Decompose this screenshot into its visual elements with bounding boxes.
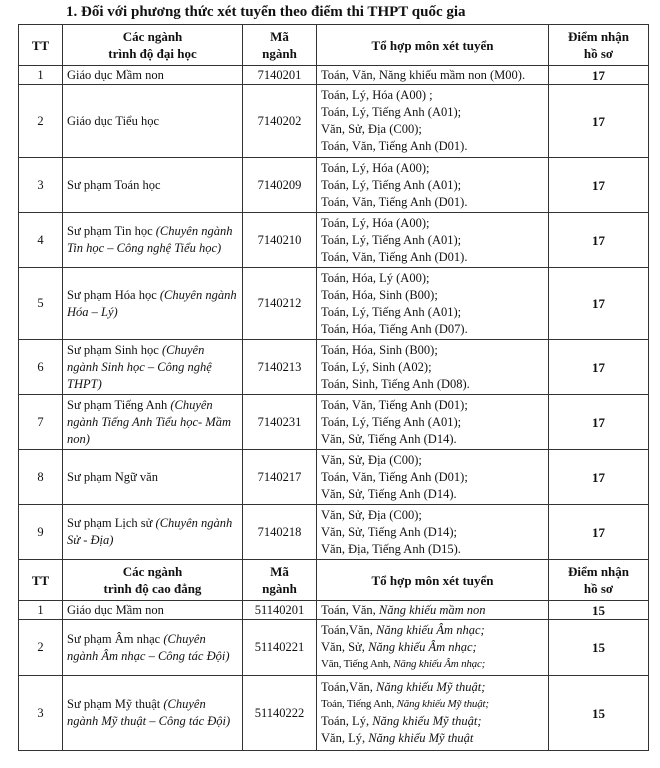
- college-header-row: [19, 560, 649, 601]
- row-combos: [317, 66, 549, 85]
- combo-line: Văn, Sử, Địa (C00);: [321, 122, 422, 136]
- row-combos: [317, 450, 549, 505]
- row-tt: 3: [19, 158, 63, 213]
- table-row: [19, 450, 649, 505]
- major-specialization: (Chuyên ngành Tin học – Công nghệ Tiểu học): [67, 224, 233, 255]
- combo-line: Toán, Hóa, Sinh (B00);: [321, 342, 438, 357]
- header-combos: [317, 560, 549, 601]
- row-score: 17: [549, 268, 649, 340]
- major-name: Sư phạm Sinh học: [67, 342, 159, 357]
- header-tt: TT: [19, 25, 63, 66]
- combo-line: Toán, Hóa, Tiếng Anh (D07).: [321, 321, 468, 336]
- row-major: [63, 395, 243, 450]
- row-score: 15: [549, 620, 649, 676]
- header-combos-text: Tổ hợp môn xét tuyển: [371, 572, 494, 588]
- header-code: [243, 560, 317, 601]
- row-major: [63, 66, 243, 85]
- row-combos: [317, 620, 549, 676]
- table-row: [19, 395, 649, 450]
- row-major: [63, 158, 243, 213]
- combo-line: Toán, Văn, Năng khiếu mầm non (M00).: [321, 67, 526, 82]
- row-major: [63, 450, 243, 505]
- header-major-text: Các ngành: [122, 564, 183, 579]
- combo-line: Toán, Lý, Hóa (A00);: [321, 160, 430, 175]
- major-name: Sư phạm Tiếng Anh: [67, 397, 168, 412]
- row-tt: 5: [19, 268, 63, 340]
- major-specialization: (Chuyên ngành Hóa – Lý): [67, 287, 237, 319]
- admission-table: [18, 24, 649, 751]
- row-tt: 1: [19, 601, 63, 620]
- row-tt: 3: [19, 676, 63, 751]
- row-major: [63, 340, 243, 395]
- row-major: [63, 85, 243, 158]
- major-name: Sư phạm Ngữ văn: [67, 469, 158, 484]
- combo-aptitude: Năng khiếu Mỹ thuật;: [376, 680, 486, 694]
- row-code: 7140209: [243, 158, 317, 213]
- row-tt: 7: [19, 395, 63, 450]
- major-name: Sư phạm Hóa học: [67, 287, 157, 302]
- combo-aptitude: Năng khiếu Mỹ thuật: [368, 731, 474, 745]
- row-combos: [317, 158, 549, 213]
- row-code: 7140201: [243, 66, 317, 85]
- table-row: [19, 85, 649, 158]
- combo-line: Văn, Sử, Năng khiếu Âm nhạc;: [321, 640, 477, 654]
- row-score: 17: [549, 213, 649, 268]
- combo-line: Toán, Sinh, Tiếng Anh (D08).: [321, 376, 470, 391]
- table-row: [19, 340, 649, 395]
- row-tt: 2: [19, 620, 63, 676]
- combo-line: Toán, Tiếng Anh, Năng khiếu Mỹ thuật;: [321, 698, 489, 710]
- combo-line: Văn, Tiếng Anh, Năng khiếu Âm nhạc;: [321, 658, 486, 670]
- row-code: 7140231: [243, 395, 317, 450]
- header-score-text: hồ sơ: [583, 581, 614, 596]
- combo-line: Toán, Lý, Tiếng Anh (A01);: [321, 304, 462, 319]
- row-score: 15: [549, 601, 649, 620]
- combo-aptitude: Năng khiếu Âm nhạc;: [376, 623, 485, 637]
- header-combos: Tổ hợp môn xét tuyển: [317, 25, 549, 66]
- combo-line: Văn, Sử, Tiếng Anh (D14);: [321, 524, 457, 539]
- row-code: 7140202: [243, 85, 317, 158]
- major-name: Sư phạm Lịch sử: [67, 516, 153, 530]
- combo-line: Văn, Lý, Năng khiếu Mỹ thuật: [321, 731, 474, 745]
- table-row: [19, 676, 649, 751]
- major-name: Giáo dục Mầm non: [67, 67, 164, 82]
- row-score: 17: [549, 66, 649, 85]
- table-row: [19, 158, 649, 213]
- row-combos: [317, 395, 549, 450]
- row-code: 7140213: [243, 340, 317, 395]
- header-major: [63, 560, 243, 601]
- major-specialization: (Chuyên ngành Âm nhạc – Công tác Đội): [67, 631, 230, 663]
- combo-line: Toán, Hóa, Lý (A00);: [321, 270, 430, 285]
- row-tt: 2: [19, 85, 63, 158]
- table-row: [19, 213, 649, 268]
- combo-line: Văn, Sử, Địa (C00);: [321, 507, 422, 522]
- row-score: 15: [549, 676, 649, 751]
- section-heading: 1. Đối với phương thức xét tuyển theo điểm thi THPT quốc gia: [66, 4, 466, 20]
- major-name: Sư phạm Âm nhạc: [67, 631, 161, 646]
- combo-line: Toán, Lý, Năng khiếu Mỹ thuật;: [321, 714, 482, 728]
- header-code-text: Mã: [270, 564, 289, 579]
- row-code: 51140221: [243, 620, 317, 676]
- header-code-text: ngành: [262, 581, 297, 596]
- row-combos: [317, 340, 549, 395]
- university-header-row: [19, 25, 649, 66]
- major-specialization: (Chuyên ngành Tiếng Anh Tiểu học- Mầm non): [67, 397, 232, 446]
- table-row: [19, 268, 649, 340]
- major-name: Sư phạm Tin học: [67, 224, 153, 238]
- row-code: 7140210: [243, 213, 317, 268]
- combo-aptitude: Năng khiếu Âm nhạc;: [393, 658, 486, 670]
- header-score: [549, 560, 649, 601]
- row-score: 17: [549, 505, 649, 560]
- row-code: 7140217: [243, 450, 317, 505]
- combo-line: Văn, Sử, Địa (C00);: [321, 452, 422, 467]
- row-score: 17: [549, 85, 649, 158]
- major-name: Sư phạm Toán học: [67, 177, 161, 192]
- combo-aptitude: Năng khiếu Mỹ thuật;: [396, 698, 489, 710]
- combo-line: Toán, Lý, Tiếng Anh (A01);: [321, 177, 462, 192]
- major-specialization: (Chuyên ngành Sinh học – Công nghệ THPT): [67, 342, 212, 391]
- header-code: Mã ngành: [243, 25, 317, 66]
- major-name: Sư phạm Mỹ thuật: [67, 697, 161, 711]
- combo-line: Toán, Lý, Sinh (A02);: [321, 359, 432, 374]
- combo-line: Toán, Văn, Tiếng Anh (D01).: [321, 194, 468, 209]
- combo-line: Văn, Địa, Tiếng Anh (D15).: [321, 541, 461, 556]
- row-code: 51140222: [243, 676, 317, 751]
- combo-line: Toán, Văn, Tiếng Anh (D01).: [321, 249, 468, 264]
- row-tt: 6: [19, 340, 63, 395]
- row-tt: 4: [19, 213, 63, 268]
- combo-aptitude: Năng khiếu mầm non: [378, 602, 486, 617]
- row-score: 17: [549, 450, 649, 505]
- row-major: [63, 505, 243, 560]
- combo-line: Toán,Văn, Năng khiếu Âm nhạc;: [321, 623, 485, 637]
- major-name: Giáo dục Tiểu học: [67, 113, 160, 128]
- row-score: 17: [549, 340, 649, 395]
- row-score: 17: [549, 395, 649, 450]
- row-combos: [317, 601, 549, 620]
- row-major: [63, 601, 243, 620]
- row-combos: [317, 213, 549, 268]
- row-combos: [317, 505, 549, 560]
- row-score: 17: [549, 158, 649, 213]
- combo-line: Văn, Sử, Tiếng Anh (D14).: [321, 431, 457, 446]
- row-tt: 1: [19, 66, 63, 85]
- header-tt-text: TT: [31, 572, 50, 588]
- row-combos: [317, 268, 549, 340]
- major-specialization: (Chuyên ngành Sử - Địa): [67, 516, 233, 547]
- table-row: [19, 66, 649, 85]
- combo-line: Toán, Văn, Tiếng Anh (D01);: [321, 397, 468, 412]
- header-score: Điểm nhận hồ sơ: [549, 25, 649, 66]
- row-combos: [317, 85, 549, 158]
- table-row: [19, 601, 649, 620]
- combo-line: Văn, Sử, Tiếng Anh (D14).: [321, 486, 457, 501]
- combo-line: Toán, Văn, Tiếng Anh (D01);: [321, 469, 468, 484]
- combo-line: Toán, Hóa, Sinh (B00);: [321, 287, 438, 302]
- combo-line: Toán, Lý, Tiếng Anh (A01);: [321, 414, 462, 429]
- header-major-text: trình độ cao đẳng: [103, 581, 202, 596]
- combo-aptitude: Năng khiếu Âm nhạc;: [368, 640, 477, 654]
- row-code: 7140212: [243, 268, 317, 340]
- combo-line: Toán, Lý, Hóa (A00) ;: [321, 88, 433, 102]
- header-major: Các ngành trình độ đại học: [63, 25, 243, 66]
- major-specialization: (Chuyên ngành Mỹ thuật – Công tác Đội): [67, 697, 231, 728]
- row-major: [63, 620, 243, 676]
- row-code: 51140201: [243, 601, 317, 620]
- combo-line: Toán, Văn, Năng khiếu mầm non: [321, 602, 486, 617]
- combo-aptitude: Năng khiếu Mỹ thuật;: [372, 714, 482, 728]
- admission-table-body: [19, 25, 649, 751]
- combo-line: Toán,Văn, Năng khiếu Mỹ thuật;: [321, 680, 486, 694]
- table-row: [19, 505, 649, 560]
- row-combos: [317, 676, 549, 751]
- row-tt: 9: [19, 505, 63, 560]
- row-major: [63, 676, 243, 751]
- combo-line: Toán, Lý, Tiếng Anh (A01);: [321, 105, 462, 119]
- header-score-text: Điểm nhận: [567, 564, 630, 579]
- row-major: [63, 268, 243, 340]
- row-code: 7140218: [243, 505, 317, 560]
- table-row: [19, 620, 649, 676]
- combo-line: Toán, Lý, Hóa (A00);: [321, 215, 430, 230]
- row-major: [63, 213, 243, 268]
- combo-line: Toán, Lý, Tiếng Anh (A01);: [321, 232, 462, 247]
- major-name: Giáo dục Mầm non: [67, 602, 164, 617]
- header-tt: [19, 560, 63, 601]
- row-tt: 8: [19, 450, 63, 505]
- combo-line: Toán, Văn, Tiếng Anh (D01).: [321, 139, 468, 153]
